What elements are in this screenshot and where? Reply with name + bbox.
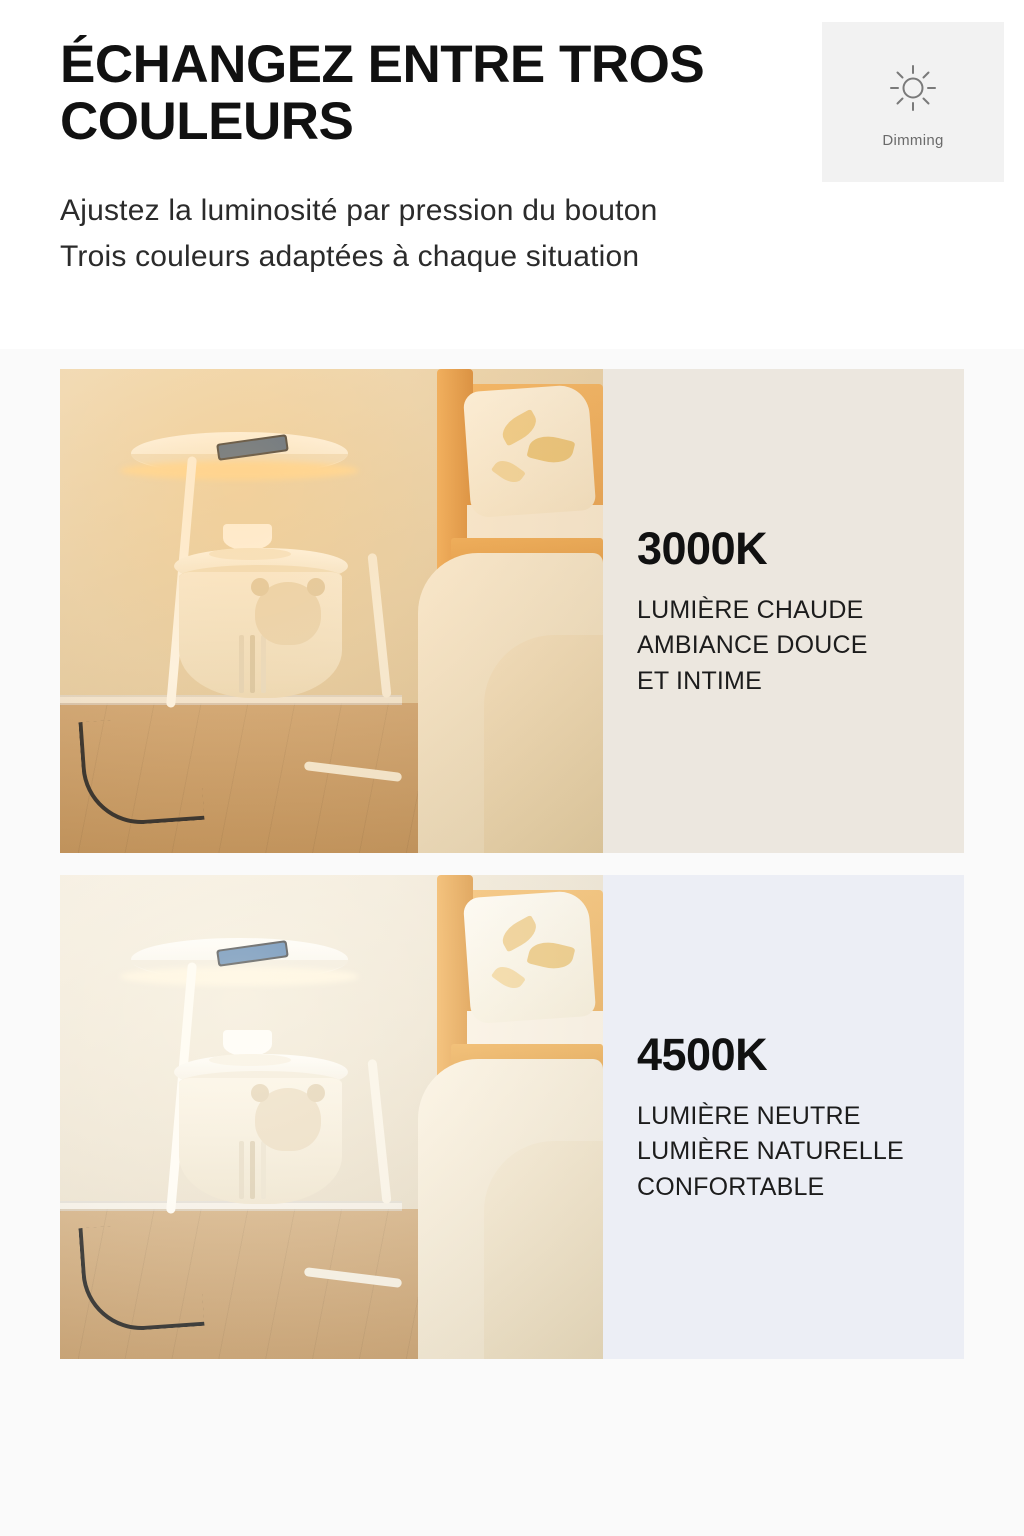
sun-dimming-icon [881,56,945,120]
book [250,1141,255,1199]
teddy-bear-ear [251,1084,269,1102]
pillow [463,890,596,1024]
scene-photo-3000k [60,369,603,853]
pillow-pattern [527,432,576,468]
color-temperature-cards [0,349,1024,1381]
book [250,635,255,693]
description-line: LUMIÈRE NATURELLE [637,1137,904,1166]
card-info-4500k [603,875,964,1359]
coffee-cup [223,1030,272,1057]
pillow [463,384,596,518]
page-title: ÉCHANGEZ ENTRE TROS COULEURS [60,35,705,152]
color-temperature-value: 4500K [637,1028,768,1080]
pillow-pattern [491,456,526,488]
book [239,1141,244,1199]
baseboard [60,1201,402,1211]
subtitle-line-2: Trois couleurs adaptées à chaque situation [60,240,640,274]
pillow-pattern [527,938,576,974]
description-line: ET INTIME [637,666,762,695]
description-line: CONFORTABLE [637,1172,825,1201]
book [261,1141,266,1199]
subtitle-line-1: Ajustez la luminosité par pression du bouton [60,194,658,228]
dimming-label: Dimming [882,131,944,149]
page-header [0,0,1024,349]
description-line: LUMIÈRE NEUTRE [637,1101,861,1130]
dimming-badge [822,22,1004,182]
duvet-fold [484,635,603,853]
color-temperature-card [60,369,964,853]
card-info-3000k [603,369,964,853]
bedroom-scene [60,369,603,853]
subtitle-block [60,188,964,279]
pillow-pattern [491,962,526,994]
scene-photo-4500k [60,875,603,1359]
teddy-bear [255,582,320,645]
teddy-bear [255,1088,320,1151]
color-temperature-value: 3000K [637,522,768,574]
color-temperature-card [60,875,964,1359]
bedroom-scene [60,875,603,1359]
teddy-bear-ear [251,578,269,596]
book [261,635,266,693]
duvet-fold [484,1141,603,1359]
teddy-bear-ear [307,578,325,596]
book [239,635,244,693]
baseboard [60,695,402,705]
teddy-bear-ear [307,1084,325,1102]
coffee-cup [223,524,272,551]
description-line: AMBIANCE DOUCE [637,631,868,660]
description-line: LUMIÈRE CHAUDE [637,595,864,624]
